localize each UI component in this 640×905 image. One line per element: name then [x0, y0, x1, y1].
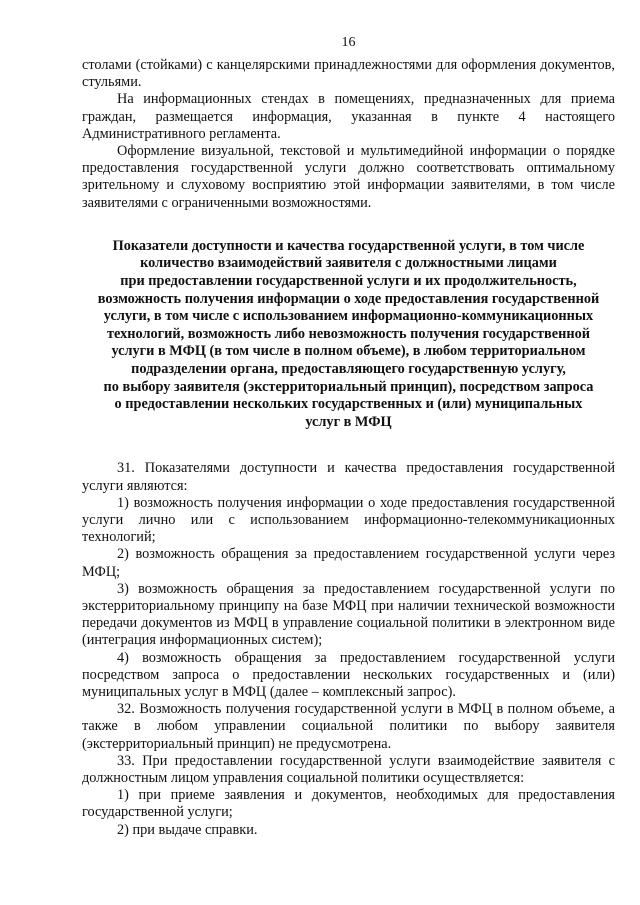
clause-31-item-3: 3) возможность обращения за предоставлением государственной услуги по экстерриториальному принципу на базе МФЦ при наличии технической возможности передачи документов из МФЦ в управление социальной политики в электронном виде (интеграция информационных систем);	[82, 580, 615, 649]
section-heading-line: по выбору заявителя (экстерриториальный принцип), посредством запроса	[103, 378, 594, 395]
section-heading-line: о предоставлении нескольких государственных и (или) муниципальных	[114, 396, 583, 413]
section-heading	[82, 238, 615, 432]
section-heading-line: услуги в МФЦ (в том числе в полном объеме), в любом территориальном	[111, 343, 586, 360]
section-heading-line: Показатели доступности и качества государственной услуги, в том числе	[112, 237, 585, 254]
clause-31-item-4: 4) возможность обращения за предоставлением государственной услуги посредством запроса о предоставлении нескольких государственных и (или) муниципальных услуг в МФЦ (далее – комплексный запрос).	[82, 649, 615, 700]
section-spacer	[82, 431, 615, 460]
intro-paragraph-1: столами (стойками) с канцелярскими принадлежностями для оформления документов, стульями.	[82, 57, 615, 91]
document-page	[82, 34, 615, 839]
clause-31-item-1: 1) возможность получения информации о ходе предоставления государственной услуги лично или с использованием информационно-телекоммуникационных технологий;	[82, 494, 615, 546]
section-heading-line: технологий, возможность либо невозможность получения государственной	[107, 325, 590, 342]
section-heading-line: услуги, в том числе с использованием информационно-коммуникационных	[103, 308, 594, 325]
section-heading-line: подразделении органа, предоставляющего государственную услугу,	[131, 360, 566, 377]
clause-32: 32. Возможность получения государственной услуги в МФЦ в полном объеме, а также в любом управлении социальной политики по выбору заявителя (экстерриториальный принцип) не предусмотрена.	[82, 701, 615, 752]
section-heading-line: количество взаимодействий заявителя с должностными лицами	[140, 255, 557, 272]
section-heading-line: услуг в МФЦ	[305, 413, 392, 430]
clause-33-item-2: 2) при выдаче справки.	[117, 821, 258, 838]
section-heading-line: при предоставлении государственной услуги и их продолжительность,	[120, 273, 577, 290]
intro-paragraph-2: На информационных стендах в помещениях, предназначенных для приема граждан, размещается информация, указанная в пункте 4 настоящего Административного регламента.	[82, 91, 615, 142]
clause-31-item-2: 2) возможность обращения за предоставлением государственной услуги через МФЦ;	[82, 546, 615, 580]
clause-33-item-1: 1) при приеме заявления и документов, необходимых для предоставления государственной услуги;	[82, 787, 615, 821]
intro-paragraph-3: Оформление визуальной, текстовой и мультимедийной информации о порядке предоставления государственной услуги должно соответствовать оптимальному зрительному и слуховому восприятию этой информации заявителями, в том числе заявителями с ограниченными возможностями.	[82, 143, 615, 211]
page-number: 16	[341, 35, 356, 50]
clause-33: 33. При предоставлении государственной услуги взаимодействие заявителя с должностным лицом управления социальной политики осуществляется:	[82, 752, 615, 787]
clause-31: 31. Показателями доступности и качества предоставления государственной услуги являются:	[82, 460, 615, 494]
section-heading-line: возможность получения информации о ходе предоставления государственной	[97, 290, 600, 307]
